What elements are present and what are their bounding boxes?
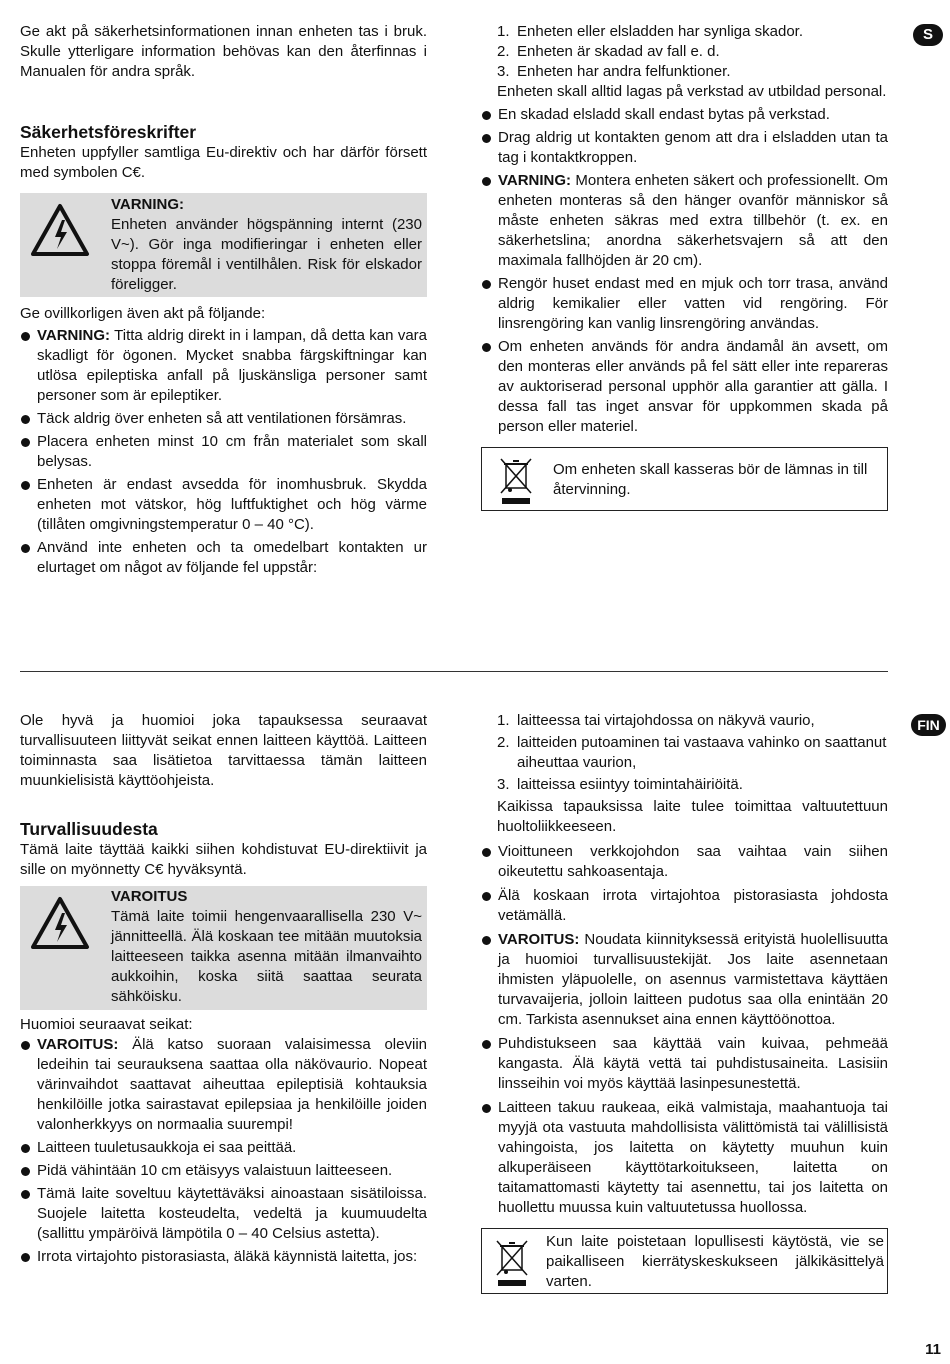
bullet-text: Täck aldrig över enheten så att ventilationen försämras. [37, 410, 407, 427]
item-text: Enheten eller elsladden har synliga skador. [517, 23, 804, 40]
list-item [497, 62, 888, 82]
bullet-bold: VARNING: [37, 327, 111, 344]
bullet-text: Använd inte enheten och ta omedelbart kontakten ur elurtaget om något av följande fel uppstår: [37, 539, 427, 576]
sv-left-column [20, 22, 427, 578]
item-number: 3. [497, 63, 510, 80]
list-item [20, 1184, 427, 1244]
bullet-text: Titta aldrig direkt in i lampan, då detta kan vara skadligt för ögonen. Mycket snabba färgskiftningar kan utlösa epileptiska anfall på ljuskänsliga personer samt personer som är epileptiker. [37, 327, 427, 404]
list-item [20, 1247, 427, 1267]
sv-warning-text: Enheten använder högspänning internt (230 V~). Gör inga modifieringar i enheten eller stoppa föremål i ventilhålen. Risk för elskador föreligger. [111, 216, 422, 293]
list-item [481, 337, 888, 437]
fi-warning-text: Tämä laite toimii hengenvaarallisella 230 V~ jännitteellä. Älä koskaan tee mitään muutoksia laitteeseen taikka asenna mitään ilmanvaihto aukkoihin, koska siitä saattaa seurata sähköisku. [111, 908, 422, 1005]
weee-crossed-bin-icon [496, 455, 536, 505]
bullet-text: Pidä vähintään 10 cm etäisyys valaistuun laitteeseen. [37, 1162, 393, 1179]
list-item [481, 886, 888, 926]
fi-warning-box [20, 886, 427, 1010]
list-item [20, 432, 427, 472]
list-item [20, 326, 427, 406]
bullet-text: Rengör huset endast med en mjuk och torr trasa, använd aldrig kemikalier eller vatten vid rengöring. För linsrengöring kan vanlig linsrengöring användas. [498, 275, 888, 332]
fi-ce-paragraph [20, 840, 427, 880]
bullet-text: Om enheten används för andra ändamål än avsett, om den monteras eller används på fel sätt eller inte repareras av auktoriserad personal upphör alla garantier att gälla. I dessa fall tas inget ansvar för uppkommen skada på person eller materiel. [498, 338, 888, 435]
bullet-text: Laitteen tuuletusaukkoja ei saa peittää. [37, 1139, 297, 1156]
fi-observe-line: Huomioi seuraavat seikat: [20, 1016, 193, 1033]
item-number: 2. [497, 43, 510, 60]
item-number: 2. [497, 734, 510, 751]
bullet-text: Noudata kiinnityksessä erityistä huolellisuutta ja huomioi turvallisuustekijät. Jos laite asennetaan ihmisten yläpuolelle, on asennus varmistettava käyttäen turvavaijeria, jolloin laitteen pudotus saa olla enintään 20 cm. Tarkista asennukset aina ennen käyttöönottoa. [498, 931, 888, 1028]
sv-recycle-text: Om enheten skall kasseras bör de lämnas in till återvinning. [553, 461, 868, 498]
bullet-text: Montera enheten säkert och professionellt. Om enheten monteras så den hänger ovanför människor så måste enheten säkras med extra tillbehör (t. ex. en säkerhetslina; anordna säkerhetsvajern så att den maximala fallhöjden är 20 cm). [498, 172, 888, 269]
fi-bullet-list-left [20, 1035, 427, 1267]
sv-recycle-box [481, 447, 888, 511]
bullet-text: Drag aldrig ut kontakten genom att dra i elsladden utan ta tag i kontaktkroppen. [498, 129, 888, 166]
bullet-bold: VAROITUS: [498, 931, 580, 948]
item-number: 3. [497, 776, 510, 793]
sv-bullet-list-left [20, 326, 427, 578]
list-item [481, 930, 888, 1030]
ce-mark: C€. [121, 164, 146, 181]
sv-warning-title: VARNING: [111, 196, 185, 213]
list-item [20, 1035, 427, 1135]
list-item [497, 22, 888, 42]
fi-left-column [20, 711, 427, 1267]
sv-right-column [481, 22, 888, 511]
list-item [481, 1034, 888, 1094]
item-text: Enheten är skadad av fall e. d. [517, 43, 720, 60]
fi-ce-text-a: Tämä laite täyttää kaikki siihen kohdistuvat EU-direktiivit ja sille on myönnetty [20, 841, 427, 878]
item-text: laitteiden putoaminen tai vastaava vahinko on saattanut aiheuttaa vaurion, [517, 734, 887, 771]
list-item [497, 775, 888, 795]
fi-recycle-box [481, 1228, 888, 1294]
list-item [497, 711, 888, 731]
bullet-text: Laitteen takuu raukeaa, eikä valmistaja, maahantuoja tai myyjä ota vastuuta mahdollisista välittömistä tai välillisistä vahingoista, jos laitetta on käytetty muuhun kuin alkuperäiseen käyttötarkoitukseen, laitetta on taitamattomasti käytetty tai asennettu, tai jos laitetta on huollettu muussa kuin valtuutetussa huollossa. [498, 1099, 888, 1216]
bullet-text: Puhdistukseen saa käyttää vain kuivaa, pehmeää kangasta. Älä käytä vettä tai puhdistusaineita. Lasisiin linsseihin voi myös käyttää lasinpesunestettä. [498, 1035, 888, 1092]
item-text: Enheten har andra felfunktioner. [517, 63, 731, 80]
item-number: 1. [497, 23, 510, 40]
bullet-text: Älä koskaan irrota virtajohtoa pistorasiasta johdosta vetämällä. [498, 887, 888, 924]
high-voltage-warning-icon [30, 203, 90, 257]
list-item [481, 274, 888, 334]
language-badge-sv: S [913, 24, 943, 46]
item-text: laitteissa esiintyy toimintahäiriöitä. [517, 776, 743, 793]
fi-warning-title: VAROITUS [111, 888, 188, 905]
sv-ce-text: Enheten uppfyller samtliga Eu-direktiv och har därför försett med symbolen [20, 144, 427, 181]
bullet-text: Älä katso suoraan valaisimessa oleviin ledeihin tai seurauksena saattaa olla näkövaurio. Nopeat värinvaihdot saattavat aiheuttaa epileptisiä kohtauksia henkilöille jotka sairastavat epilepsiaa ja henkilöille joiden valonherkkyys on normaalia suurempi! [37, 1036, 427, 1133]
list-item [497, 733, 888, 773]
sv-repair-note: Enheten skall alltid lagas på verkstad av utbildad personal. [497, 83, 887, 100]
item-number: 1. [497, 712, 510, 729]
sv-heading: Säkerhetsföreskrifter [20, 122, 197, 142]
fi-recycle-text: Kun laite poistetaan lopullisesti käytöstä, vie se paikalliseen kierrätyskeskukseen jälkikäsittelyä varten. [546, 1233, 884, 1290]
list-item [20, 475, 427, 535]
bullet-text: Tämä laite soveltuu käytettäväksi ainoastaan sisätiloissa. Suojele laitetta kosteudelta, vedeltä ja kuumuudelta (sallittu ympäröivä lämpötila 0 – 40 Celsius astetta). [37, 1185, 427, 1242]
bullet-text: Vioittuneen verkkojohdon saa vaihtaa vain siihen oikeutettu sahkoasentaja. [498, 843, 888, 880]
sv-warning-box [20, 193, 427, 297]
list-item [481, 171, 888, 271]
language-badge-fi: FIN [911, 714, 946, 736]
list-item [481, 128, 888, 168]
list-item [497, 42, 888, 62]
list-item [481, 105, 888, 125]
sv-bullet-list-right [481, 105, 888, 437]
high-voltage-warning-icon [30, 896, 90, 950]
list-item [481, 1098, 888, 1218]
fi-bullet-list-right [481, 842, 888, 1218]
sv-intro: Ge akt på säkerhetsinformationen innan enheten tas i bruk. Skulle ytterligare information behövas kan den återfinnas i Manualen för andra språk. [20, 23, 427, 80]
list-item [20, 409, 427, 429]
section-divider [20, 671, 888, 672]
fi-repair-note: Kaikissa tapauksissa laite tulee toimittaa valtuutettuun huoltoliikkeeseen. [497, 798, 888, 835]
fi-numbered-list [481, 711, 888, 837]
sv-observe-line: Ge ovillkorligen även akt på följande: [20, 305, 266, 322]
list-item [481, 842, 888, 882]
list-item [20, 1161, 427, 1181]
page-number: 11 [925, 1341, 941, 1358]
bullet-text: Placera enheten minst 10 cm från materialet som skall belysas. [37, 433, 427, 470]
sv-numbered-list [481, 22, 888, 102]
list-item [20, 538, 427, 578]
list-item [20, 1138, 427, 1158]
fi-right-column [481, 711, 888, 1294]
bullet-text: Irrota virtajohto pistorasiasta, äläkä käynnistä laitetta, jos: [37, 1248, 418, 1265]
bullet-text: Enheten är endast avsedda för inomhusbruk. Skydda enheten mot vätskor, hög luftfuktighet och hög värme (tillåten omgivningstemperatur 0 – 40 °C). [37, 476, 427, 533]
fi-intro: Ole hyvä ja huomioi joka tapauksessa seuraavat turvallisuuteen liittyvät seikat ennen laitteen käyttöä. Laitteen toiminnasta saa lisätietoa tarvittaessa tämän laitteen muunkielisistä käyttöohjeista. [20, 712, 427, 789]
bullet-bold: VAROITUS: [37, 1036, 119, 1053]
fi-ce-text-b: hyväksyntä. [167, 861, 247, 878]
sv-ce-paragraph [20, 143, 427, 183]
bullet-text: En skadad elsladd skall endast bytas på verkstad. [498, 106, 830, 123]
ce-mark: C€ [144, 861, 164, 878]
bullet-bold: VARNING: [498, 172, 572, 189]
fi-heading: Turvallisuudesta [20, 819, 158, 839]
item-text: laitteessa tai virtajohdossa on näkyvä vaurio, [517, 712, 815, 729]
weee-crossed-bin-icon [492, 1237, 532, 1287]
